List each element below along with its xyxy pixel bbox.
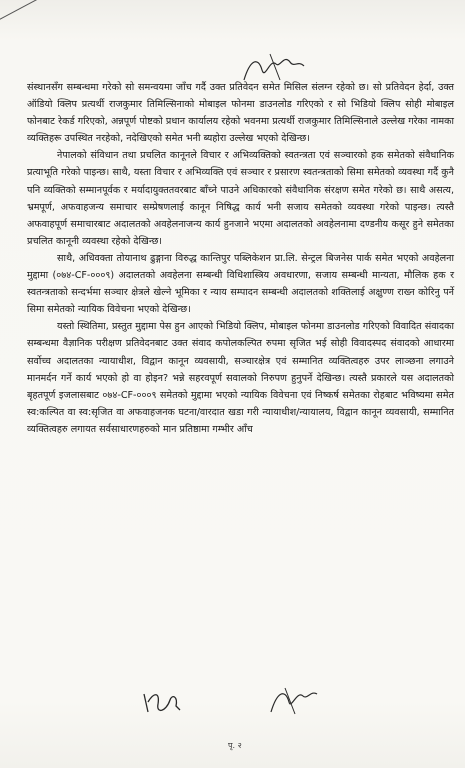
signature-bottom-left — [140, 688, 190, 718]
paragraph-1: संस्थानसँग सम्बन्धमा गरेको सो समन्वयमा जाँच गर्दै उक्त प्रतिवेदन समेत मिसिल संलग्न रहेको छ। सो प्रतिवेदन हेर्दा, उक्त ऑडियो क्लिप प्रत्यर्थी राजकुमार तिमिल्सिनाको मोबाइल फोनमा डाउनलोड गरिएको र सो भिडियो क्लिप सोही मोबाइल फोनबाट रेकर्ड गरिएको, अन्नपूर्ण पोष्टको प्रधान कार्यालय रहेको भवनमा प्रत्यर्थी राजकुमार तिमिल्सिनाले उल्लेख गरेका नामका व्यक्तिहरू उपस्थित नरहेको, नदेखिएको समेत भनी ब्यहोरा उल्लेख भएको देखिन्छ। — [27, 82, 454, 145]
paragraph-3: साथै, अधिवक्ता तोयानाथ ढुङ्गाना विरुद्ध कान्तिपुर पब्लिकेशन प्रा.लि. सेन्ट्रल बिजनेस पार्क समेत भएको अवहेलना मुद्दामा (०७४-CF-०००९) अदालतको अवहेलना सम्बन्धी विधिशास्त्रिय अवधारणा, सजाय सम्बन्धी मान्यता, मौलिक हक र स्वतन्त्रताको सन्दर्भमा सञ्चार क्षेत्रले खेल्ने भूमिका र न्याय सम्पादन सम्बन्धी अदालतको शक्तिलाई अक्षुण्ण राख्न कोरिनु पर्ने सिमा समेतको न्यायिक विवेचना भएको देखिन्छ। — [27, 252, 454, 316]
paragraph-4: यस्तो स्थितिमा, प्रस्तुत मुद्दामा पेस हुन आएको भिडियो क्लिप, मोबाइल फोनमा डाउनलोड गरिएको विवादित संवादका सम्बन्धमा वैज्ञानिक परीक्षण प्रतिवेदनबाट उक्त संवाद कपोलकल्पित रुपमा सृजित भई सोही विवादस्पद संवादको आधारमा सर्वोच्च अदालतका न्यायाधीश, विद्वान कानून व्यवसायी, सञ्चारक्षेत्र एवं सम्मानित व्यक्तित्वहरु उपर लाञ्छना लगाउने मानमर्दन गर्ने कार्य भएको हो वा होइन? भन्ने सहरवपूर्ण सवालको निरुपण हुनुपर्ने देखिन्छ। त्यस्तै प्रकारले यस अदालतको बृहतपूर्ण इजलासबाट ०७४-CF-०००९ समेतको मुद्दामा भएको न्यायिक विवेचना एवं निष्कर्ष समेतका रोहबाट भविष्यमा समेत स्व:कल्पित वा स्व:सृजित वा अफवाहजनक घटना/वारदात खडा गरी न्यायाधीश/न्यायालय, विद्वान कानून व्यवसायी, सम्मानित व्यक्तित्वहरु लगायत सर्वसाधारणहरुको मान प्रतिष्ठामा गम्भीर आँच — [27, 321, 454, 435]
page-number: पृ. २ — [228, 741, 242, 750]
signature-bottom-right — [265, 684, 321, 718]
folded-corner — [0, 0, 50, 40]
body-text — [27, 79, 454, 438]
paragraph-2: नेपालको संविधान तथा प्रचलित कानूनले विचार र अभिव्यक्तिको स्वतन्त्रता एवं सञ्चारको हक समेतको संवैधानिक प्रत्याभूति गरेको पाइन्छ। साथै, यस्ता विचार र अभिव्यक्ति एवं सञ्चार र प्रसारण स्वतन्त्रताको सिमा समेतको व्यवस्था गर्दै कुनै पनि व्यक्तिको सम्मानपूर्वक र मर्यादायुक्ततवरबाट बाँच्ने पाउने अधिकारको संवैधानिक संरक्षण समेत गरेको छ। साथै असत्य, भ्रमपूर्ण, अफवाहजन्य समाचार सम्प्रेषणलाई कानून निषिद्ध कार्य भनी सजाय समेतको व्यवस्था गरेको पाइन्छ। त्यस्तै अफवाहपूर्ण समाचारबाट अदालतको अवहेलनाजन्य कार्य हुनजाने भएमा अदालतको अवहेलनामा दण्डनीय कसूर हुने समेतका प्रचलित कानूनी व्यवस्था रहेको देखिन्छ। — [27, 150, 454, 247]
